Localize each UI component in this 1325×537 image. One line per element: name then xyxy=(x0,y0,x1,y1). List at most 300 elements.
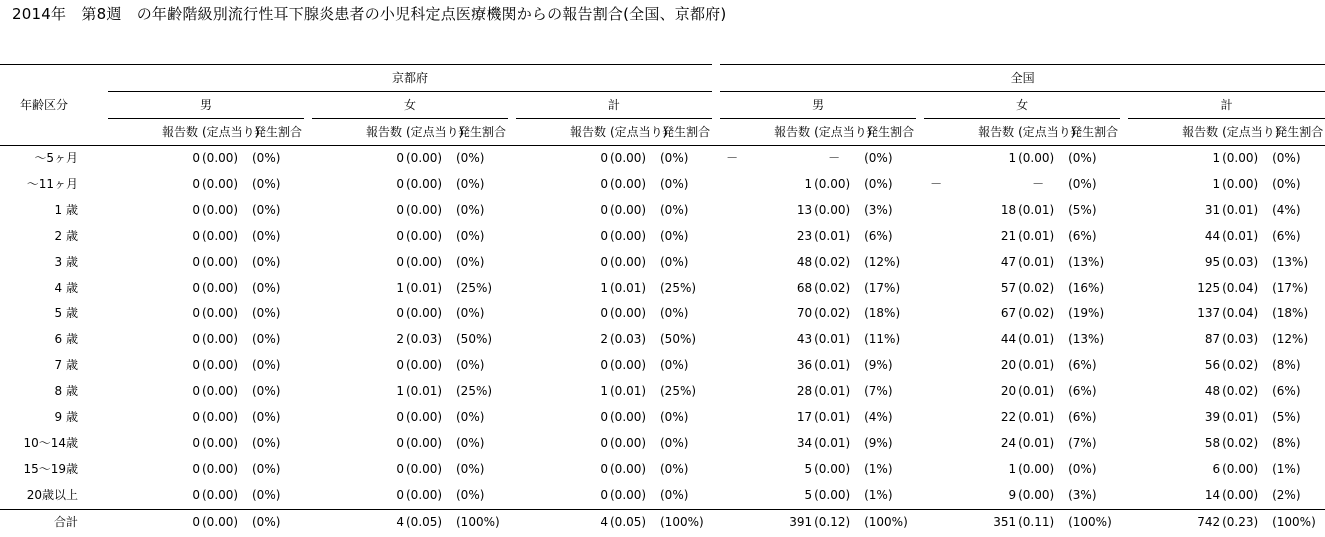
age-cell: ～5ヶ月 xyxy=(34,151,78,165)
rate-cell: (0%) xyxy=(252,151,281,165)
rate-cell: (2%) xyxy=(1272,487,1301,502)
age-cell: 2 歳 xyxy=(54,228,78,243)
report-count-cell: 0 xyxy=(192,228,200,243)
report-count-cell: 0 xyxy=(192,254,200,269)
rate-cell: (0%) xyxy=(456,228,485,243)
per-sentinel-cell: (0.23) xyxy=(1222,509,1262,535)
col-rate-header: 発生割合 xyxy=(1058,119,1120,146)
report-count-cell: 20 xyxy=(1000,384,1017,399)
per-sentinel-cell: (0.00) xyxy=(202,306,239,321)
per-sentinel-cell: (0.00) xyxy=(1222,487,1259,502)
rate-cell: (0%) xyxy=(252,202,281,217)
table-row xyxy=(0,198,1325,224)
per-sentinel-cell: (0.00) xyxy=(202,487,239,502)
report-count-cell: 1 xyxy=(1212,151,1221,165)
per-sentinel-cell: (0.03) xyxy=(1222,254,1259,269)
rate-cell: (25%) xyxy=(660,280,697,295)
age-cell: 20歳以上 xyxy=(26,487,78,502)
per-sentinel-cell: (0.00) xyxy=(1018,461,1055,476)
report-count-cell: 87 xyxy=(1204,332,1221,347)
kyoto-male-header: 男 xyxy=(108,92,304,119)
report-count-cell: 0 xyxy=(600,254,608,269)
per-sentinel-cell: (0.00) xyxy=(610,202,647,217)
report-count-cell: 14 xyxy=(1204,487,1221,502)
per-sentinel-cell: (0.00) xyxy=(406,306,443,321)
rate-cell: (100%) xyxy=(650,509,712,535)
rate-cell: (0%) xyxy=(1068,461,1097,476)
per-sentinel-cell: (0.00) xyxy=(1018,151,1055,165)
kyoto-total-header: 計 xyxy=(516,92,712,119)
per-sentinel-cell: (0.03) xyxy=(1222,332,1259,347)
per-sentinel-cell: (0.00) xyxy=(1222,151,1259,165)
report-count-cell: 0 xyxy=(396,435,404,450)
per-sentinel-cell: (0.01) xyxy=(1018,254,1055,269)
rate-cell: (13%) xyxy=(1272,254,1309,269)
rate-cell: (0%) xyxy=(252,228,281,243)
report-count-cell: 48 xyxy=(796,254,813,269)
per-sentinel-cell: (0.00) xyxy=(406,487,443,502)
col-rate-header: 発生割合 xyxy=(446,119,508,146)
rate-cell: (25%) xyxy=(660,384,697,399)
rate-cell: (0%) xyxy=(660,461,689,476)
rate-cell: (0%) xyxy=(456,202,485,217)
rate-cell: (0%) xyxy=(252,487,281,502)
rate-cell: (0%) xyxy=(1068,151,1097,165)
report-count-cell: 0 xyxy=(600,461,608,476)
report-count-cell: 0 xyxy=(396,461,404,476)
age-cell: 1 歳 xyxy=(54,202,78,217)
rate-cell: (0%) xyxy=(252,306,281,321)
rate-cell: (6%) xyxy=(1068,410,1097,425)
per-sentinel-cell: (0.01) xyxy=(1222,410,1259,425)
rate-cell: (0%) xyxy=(660,202,689,217)
report-count-cell: 23 xyxy=(796,228,813,243)
rate-cell: (0%) xyxy=(252,332,281,347)
report-count-cell: 0 xyxy=(192,332,200,347)
rate-cell: (8%) xyxy=(1272,358,1301,373)
per-sentinel-cell: (0.00) xyxy=(406,435,443,450)
rate-cell: (6%) xyxy=(864,228,893,243)
rate-cell: (13%) xyxy=(1068,254,1105,269)
age-cell: 5 歳 xyxy=(54,306,78,321)
per-sentinel-cell: (0.01) xyxy=(1018,358,1055,373)
table-row xyxy=(0,224,1325,250)
per-sentinel-cell: (0.00) xyxy=(202,254,239,269)
rate-cell: (18%) xyxy=(1272,306,1309,321)
age-cell: 6 歳 xyxy=(54,332,78,347)
col-rate-header: 発生割合 xyxy=(1262,119,1325,146)
rate-cell: (0%) xyxy=(1068,176,1097,191)
report-count-cell: 68 xyxy=(796,280,813,295)
rate-cell: (100%) xyxy=(1262,509,1325,535)
per-sentinel-cell: (0.05) xyxy=(406,509,446,535)
national-female-header: 女 xyxy=(924,92,1120,119)
col-per-header: (定点当り) xyxy=(406,119,446,146)
per-sentinel-cell: (0.00) xyxy=(610,306,647,321)
per-sentinel-cell: (0.00) xyxy=(610,410,647,425)
kyoto-female-header: 女 xyxy=(312,92,508,119)
rate-cell: (0%) xyxy=(1272,151,1301,165)
rate-cell: (0%) xyxy=(456,410,485,425)
total-row xyxy=(0,509,1325,535)
per-sentinel-cell: (0.00) xyxy=(202,384,239,399)
rate-cell: (0%) xyxy=(456,461,485,476)
rate-cell: (0%) xyxy=(456,358,485,373)
per-sentinel-cell: (0.01) xyxy=(1222,228,1259,243)
report-count-cell: 0 xyxy=(192,151,200,165)
rate-cell: (0%) xyxy=(456,487,485,502)
rate-cell: (0%) xyxy=(1272,176,1301,191)
report-count-cell: 9 xyxy=(1008,487,1017,502)
rate-cell: (0%) xyxy=(660,358,689,373)
rate-cell: (3%) xyxy=(864,202,893,217)
table-row xyxy=(0,172,1325,198)
per-sentinel-cell: (0.00) xyxy=(610,358,647,373)
per-sentinel-cell: － xyxy=(1032,176,1045,191)
rate-cell: (0%) xyxy=(456,254,485,269)
per-sentinel-cell: (0.00) xyxy=(406,358,443,373)
col-report-header: 報告数 xyxy=(312,119,406,146)
per-sentinel-cell: (0.05) xyxy=(610,509,650,535)
report-count-cell: 2 xyxy=(396,332,404,347)
rate-cell: (0%) xyxy=(660,410,689,425)
report-table xyxy=(0,64,1325,536)
rate-cell: (6%) xyxy=(1068,358,1097,373)
report-count-cell: 36 xyxy=(796,358,813,373)
report-count-cell: 742 xyxy=(1128,509,1222,535)
table-row xyxy=(0,276,1325,302)
report-count-cell: 4 xyxy=(312,509,406,535)
per-sentinel-cell: (0.01) xyxy=(1222,202,1259,217)
rate-cell: (11%) xyxy=(864,332,901,347)
rate-cell: (3%) xyxy=(1068,487,1097,502)
rate-cell: (0%) xyxy=(252,384,281,399)
report-count-cell: 0 xyxy=(192,306,200,321)
report-count-cell: 56 xyxy=(1204,358,1221,373)
report-count-cell: － xyxy=(930,176,943,191)
age-cell: 3 歳 xyxy=(54,254,78,269)
rate-cell: (1%) xyxy=(864,487,893,502)
report-count-cell: 0 xyxy=(600,151,608,165)
per-sentinel-cell: (0.01) xyxy=(814,358,851,373)
col-per-header: (定点当り) xyxy=(610,119,650,146)
table-row xyxy=(0,379,1325,405)
table-row xyxy=(0,431,1325,457)
report-count-cell: 125 xyxy=(1197,280,1221,295)
rate-cell: (100%) xyxy=(1058,509,1120,535)
report-count-cell: 24 xyxy=(1000,435,1017,450)
per-sentinel-cell: (0.01) xyxy=(610,384,647,399)
report-count-cell: － xyxy=(726,151,739,165)
per-sentinel-cell: (0.02) xyxy=(814,306,851,321)
region-national-header: 全国 xyxy=(720,65,1325,92)
rate-cell: (0%) xyxy=(456,435,485,450)
report-count-cell: 1 xyxy=(600,280,608,295)
per-sentinel-cell: (0.01) xyxy=(1018,202,1055,217)
age-cell: 合計 xyxy=(0,509,108,535)
per-sentinel-cell: (0.02) xyxy=(814,254,851,269)
age-cell: 4 歳 xyxy=(54,280,78,295)
col-report-header: 報告数 xyxy=(108,119,202,146)
report-count-cell: 0 xyxy=(396,410,404,425)
report-count-cell: 0 xyxy=(600,176,608,191)
rate-cell: (0%) xyxy=(864,176,893,191)
report-count-cell: 31 xyxy=(1204,202,1221,217)
age-cell: 10～14歳 xyxy=(23,435,78,450)
report-count-cell: 39 xyxy=(1204,410,1221,425)
per-sentinel-cell: (0.00) xyxy=(1222,461,1259,476)
per-sentinel-cell: (0.00) xyxy=(814,487,851,502)
rate-cell: (6%) xyxy=(1272,384,1301,399)
age-column-header: 年齢区分 xyxy=(20,98,69,112)
report-count-cell: 1 xyxy=(396,280,404,295)
per-sentinel-cell: (0.02) xyxy=(1018,306,1055,321)
report-count-cell: 34 xyxy=(796,435,813,450)
per-sentinel-cell: － xyxy=(828,151,841,165)
report-count-cell: 0 xyxy=(396,358,404,373)
rate-cell: (0%) xyxy=(864,151,893,165)
per-sentinel-cell: (0.00) xyxy=(814,176,851,191)
col-rate-header: 発生割合 xyxy=(242,119,304,146)
rate-cell: (6%) xyxy=(1272,228,1301,243)
col-per-header: (定点当り) xyxy=(814,119,854,146)
per-sentinel-cell: (0.00) xyxy=(202,435,239,450)
report-count-cell: 0 xyxy=(600,202,608,217)
per-sentinel-cell: (0.00) xyxy=(202,461,239,476)
per-sentinel-cell: (0.00) xyxy=(610,487,647,502)
rate-cell: (100%) xyxy=(446,509,508,535)
per-sentinel-cell: (0.02) xyxy=(1222,435,1259,450)
report-count-cell: 0 xyxy=(600,410,608,425)
report-count-cell: 0 xyxy=(192,280,200,295)
per-sentinel-cell: (0.00) xyxy=(202,410,239,425)
report-count-cell: 44 xyxy=(1204,228,1221,243)
per-sentinel-cell: (0.03) xyxy=(610,332,647,347)
per-sentinel-cell: (0.01) xyxy=(1018,228,1055,243)
national-male-header: 男 xyxy=(720,92,916,119)
rate-cell: (50%) xyxy=(660,332,697,347)
per-sentinel-cell: (0.00) xyxy=(406,202,443,217)
per-sentinel-cell: (0.01) xyxy=(814,332,851,347)
rate-cell: (0%) xyxy=(252,280,281,295)
report-count-cell: 0 xyxy=(600,487,608,502)
report-count-cell: 44 xyxy=(1000,332,1017,347)
per-sentinel-cell: (0.00) xyxy=(202,176,239,191)
per-sentinel-cell: (0.02) xyxy=(1018,280,1055,295)
report-count-cell: 0 xyxy=(396,176,404,191)
col-report-header: 報告数 xyxy=(1128,119,1222,146)
page-title: 2014年 第8週 の年齢階級別流行性耳下腺炎患者の小児科定点医療機関からの報告割合(全国、京都府) xyxy=(12,5,727,23)
report-count-cell: 0 xyxy=(192,461,200,476)
per-sentinel-cell: (0.01) xyxy=(406,280,443,295)
report-count-cell: 0 xyxy=(192,487,200,502)
report-count-cell: 1 xyxy=(804,176,813,191)
rate-cell: (0%) xyxy=(252,461,281,476)
report-count-cell: 1 xyxy=(1212,176,1221,191)
rate-cell: (0%) xyxy=(660,487,689,502)
per-sentinel-cell: (0.00) xyxy=(202,151,239,165)
age-cell: 8 歳 xyxy=(54,384,78,399)
rate-cell: (0%) xyxy=(252,435,281,450)
table-row xyxy=(0,327,1325,353)
rate-cell: (25%) xyxy=(456,280,493,295)
rate-cell: (17%) xyxy=(864,280,901,295)
report-count-cell: 0 xyxy=(396,306,404,321)
rate-cell: (1%) xyxy=(1272,461,1301,476)
per-sentinel-cell: (0.00) xyxy=(202,202,239,217)
report-count-cell: 0 xyxy=(192,358,200,373)
rate-cell: (5%) xyxy=(1272,410,1301,425)
per-sentinel-cell: (0.00) xyxy=(406,410,443,425)
per-sentinel-cell: (0.04) xyxy=(1222,280,1259,295)
rate-cell: (6%) xyxy=(1068,228,1097,243)
per-sentinel-cell: (0.00) xyxy=(406,176,443,191)
rate-cell: (0%) xyxy=(660,435,689,450)
report-count-cell: 28 xyxy=(796,384,813,399)
rate-cell: (0%) xyxy=(456,176,485,191)
per-sentinel-cell: (0.01) xyxy=(814,435,851,450)
per-sentinel-cell: (0.00) xyxy=(814,202,851,217)
per-sentinel-cell: (0.00) xyxy=(406,228,443,243)
rate-cell: (0%) xyxy=(660,306,689,321)
rate-cell: (100%) xyxy=(854,509,916,535)
report-count-cell: 0 xyxy=(396,151,404,165)
per-sentinel-cell: (0.00) xyxy=(610,228,647,243)
rate-cell: (25%) xyxy=(456,384,493,399)
per-sentinel-cell: (0.00) xyxy=(610,254,647,269)
report-count-cell: 4 xyxy=(516,509,610,535)
rate-cell: (12%) xyxy=(864,254,901,269)
per-sentinel-cell: (0.01) xyxy=(1018,410,1055,425)
report-count-cell: 0 xyxy=(396,228,404,243)
rate-cell: (17%) xyxy=(1272,280,1309,295)
rate-cell: (0%) xyxy=(660,228,689,243)
rate-cell: (18%) xyxy=(864,306,901,321)
per-sentinel-cell: (0.01) xyxy=(1018,435,1055,450)
per-sentinel-cell: (0.00) xyxy=(610,151,647,165)
rate-cell: (6%) xyxy=(1068,384,1097,399)
rate-cell: (0%) xyxy=(456,151,485,165)
report-count-cell: 0 xyxy=(192,176,200,191)
per-sentinel-cell: (0.01) xyxy=(814,384,851,399)
rate-cell: (0%) xyxy=(252,410,281,425)
per-sentinel-cell: (0.00) xyxy=(406,254,443,269)
rate-cell: (9%) xyxy=(864,435,893,450)
per-sentinel-cell: (0.04) xyxy=(1222,306,1259,321)
col-rate-header: 発生割合 xyxy=(854,119,916,146)
rate-cell: (8%) xyxy=(1272,435,1301,450)
rate-cell: (0%) xyxy=(660,254,689,269)
report-count-cell: 17 xyxy=(796,410,813,425)
national-total-header: 計 xyxy=(1128,92,1325,119)
report-count-cell: 5 xyxy=(804,487,813,502)
age-cell: 9 歳 xyxy=(54,410,78,425)
report-count-cell: 0 xyxy=(192,202,200,217)
report-table-frame xyxy=(0,64,1324,536)
per-sentinel-cell: (0.02) xyxy=(814,280,851,295)
col-report-header: 報告数 xyxy=(924,119,1018,146)
report-count-cell: 6 xyxy=(1212,461,1221,476)
report-count-cell: 0 xyxy=(600,435,608,450)
rate-cell: (4%) xyxy=(864,410,893,425)
report-count-cell: 67 xyxy=(1000,306,1017,321)
col-per-header: (定点当り) xyxy=(1222,119,1262,146)
rate-cell: (12%) xyxy=(1272,332,1309,347)
per-sentinel-cell: (0.01) xyxy=(610,280,647,295)
table-row xyxy=(0,301,1325,327)
per-sentinel-cell: (0.00) xyxy=(610,461,647,476)
report-count-cell: 351 xyxy=(924,509,1018,535)
report-count-cell: 48 xyxy=(1204,384,1221,399)
report-count-cell: 0 xyxy=(600,358,608,373)
rate-cell: (7%) xyxy=(1068,435,1097,450)
report-count-cell: 0 xyxy=(396,254,404,269)
rate-cell: (19%) xyxy=(1068,306,1105,321)
report-count-cell: 0 xyxy=(396,487,404,502)
table-row xyxy=(0,250,1325,276)
report-count-cell: 0 xyxy=(192,435,200,450)
per-sentinel-cell: (0.01) xyxy=(1018,384,1055,399)
per-sentinel-cell: (0.02) xyxy=(1222,358,1259,373)
report-count-cell: 2 xyxy=(600,332,608,347)
rate-cell: (13%) xyxy=(1068,332,1105,347)
rate-cell: (0%) xyxy=(252,358,281,373)
report-count-cell: 137 xyxy=(1197,306,1221,321)
table-row xyxy=(0,405,1325,431)
rate-cell: (4%) xyxy=(1272,202,1301,217)
rate-cell: (50%) xyxy=(456,332,493,347)
per-sentinel-cell: (0.00) xyxy=(610,176,647,191)
per-sentinel-cell: (0.00) xyxy=(202,280,239,295)
report-count-cell: 0 xyxy=(108,509,202,535)
per-sentinel-cell: (0.01) xyxy=(406,384,443,399)
table-row xyxy=(0,457,1325,483)
report-count-cell: 47 xyxy=(1000,254,1017,269)
rate-cell: (0%) xyxy=(252,176,281,191)
report-count-cell: 95 xyxy=(1204,254,1221,269)
report-count-cell: 0 xyxy=(600,306,608,321)
per-sentinel-cell: (0.00) xyxy=(1222,176,1259,191)
rate-cell: (0%) xyxy=(242,509,304,535)
per-sentinel-cell: (0.03) xyxy=(406,332,443,347)
report-count-cell: 0 xyxy=(600,228,608,243)
rate-cell: (7%) xyxy=(864,384,893,399)
report-count-cell: 5 xyxy=(804,461,813,476)
col-per-header: (定点当り) xyxy=(202,119,242,146)
rate-cell: (0%) xyxy=(660,176,689,191)
report-count-cell: 43 xyxy=(796,332,813,347)
per-sentinel-cell: (0.00) xyxy=(202,228,239,243)
per-sentinel-cell: (0.12) xyxy=(814,509,854,535)
rate-cell: (9%) xyxy=(864,358,893,373)
per-sentinel-cell: (0.00) xyxy=(406,461,443,476)
age-cell: 7 歳 xyxy=(54,358,78,373)
per-sentinel-cell: (0.00) xyxy=(406,151,443,165)
age-cell: ～11ヶ月 xyxy=(26,176,78,191)
rate-cell: (0%) xyxy=(660,151,689,165)
per-sentinel-cell: (0.01) xyxy=(814,410,851,425)
report-count-cell: 22 xyxy=(1000,410,1017,425)
col-report-header: 報告数 xyxy=(516,119,610,146)
per-sentinel-cell: (0.00) xyxy=(814,461,851,476)
report-count-cell: 1 xyxy=(1008,461,1017,476)
report-count-cell: 57 xyxy=(1000,280,1017,295)
per-sentinel-cell: (0.01) xyxy=(1018,332,1055,347)
age-cell: 15～19歳 xyxy=(23,461,78,476)
per-sentinel-cell: (0.00) xyxy=(1018,487,1055,502)
report-count-cell: 1 xyxy=(1008,151,1017,165)
report-count-cell: 58 xyxy=(1204,435,1221,450)
